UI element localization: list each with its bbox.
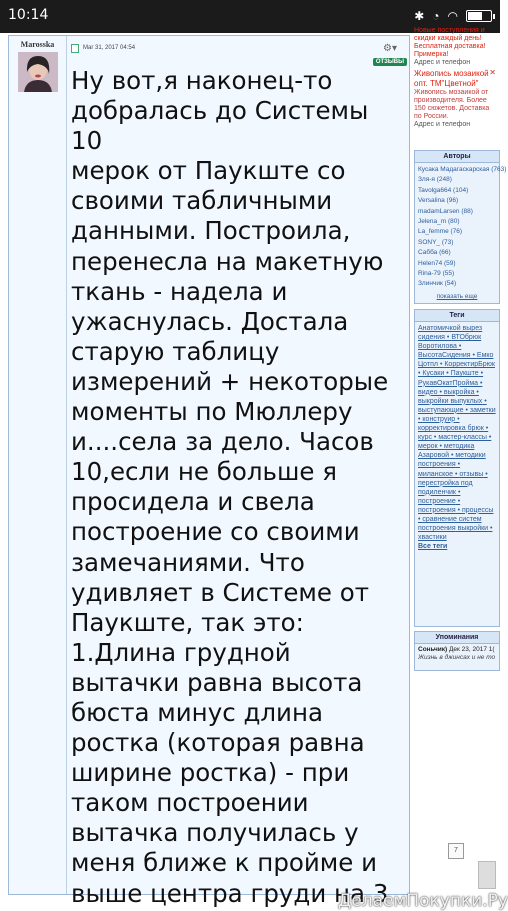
tag-badge[interactable]: ОТЗЫВЫ [373, 58, 407, 66]
tag-link[interactable]: мастер-классы [438, 434, 487, 442]
tags-box [414, 309, 500, 627]
authors-list [415, 163, 507, 304]
ad-address[interactable]: Адрес и телефон [414, 121, 471, 128]
status-icons [414, 8, 492, 24]
author-link[interactable]: Jelena_m (80) [418, 218, 460, 226]
tag-cloud: Анатомичкой вырез сидения • ВТОбрюк Воротилова • ВысотаСидения • Емко Цотпл • КорректирБрюк • Кусаки • Паукште • РукавОкатПройма • видео • выкройка • выкройки выпуклых • выступающие • заметки • конструир • корректировка брюк • курс • мастер-классы • мерок • методика Азаровой • методики построения • миланское • отзывы • перестройка под подиленчик • построение • построения • процессы • сравнение систем построения выкройки • хвастики Все теги [418, 325, 496, 551]
tag-link[interactable]: Анатомичкой вырез [418, 325, 483, 332]
document-icon [71, 44, 79, 53]
tag-link[interactable]: КорректирБрюк [444, 361, 495, 369]
box-title: Теги [415, 310, 499, 322]
author-link[interactable]: Злинчик (54) [418, 280, 457, 288]
tag-link[interactable]: конструир [422, 415, 456, 423]
tag-link[interactable]: выкройки [457, 525, 489, 533]
author-link[interactable]: SONY_ (73) [418, 238, 454, 246]
tag-link[interactable]: Емко Цотпл [418, 352, 494, 369]
close-icon[interactable]: ✕ [489, 68, 496, 77]
author-name[interactable]: Marosska [20, 40, 55, 49]
tag-link[interactable]: построение [418, 497, 456, 505]
tag-link[interactable]: построения [418, 461, 456, 469]
tag-link[interactable]: ВысотаСидения [418, 352, 471, 360]
post-header [71, 42, 405, 56]
tag-link[interactable]: Кусаки [422, 370, 445, 378]
tag-link[interactable]: сравнение систем [422, 515, 482, 523]
author-link[interactable]: Versalina (96) [418, 197, 459, 205]
post-body: Ну вот,я наконец-то добралась до Системы 10 мерок от Паукште со своими табличными данными. Построила, перенесла на макетную ткань - надела и ужаснулась. Достала старую таблицу измерений + некоторые моменты по Мюллеру и....села за дело. Часов 10,если не больше я просидела и свела построение со своими замечаниями. Что удивляет в Системе от Паукште, так это: 1.Длина грудной вытачки равна высота бюста минус длина ростка (которая равна ширине ростка) - при таком построении вытачка получилась у меня ближе к пройме и выше центра груди на 3 [71, 66, 389, 908]
author-link[interactable]: Зля-я (248) [418, 176, 452, 184]
tag-link[interactable]: методики [455, 452, 486, 460]
tag-link[interactable]: Паукште [450, 370, 479, 378]
box-title: Упоминания [415, 632, 499, 644]
mentions-box [414, 631, 500, 671]
tag-link[interactable]: брюк [467, 425, 484, 433]
author-link[interactable]: Сабба (66) [418, 249, 451, 257]
ad-address[interactable]: Адрес и телефон [414, 59, 471, 66]
tag-link[interactable]: выступающие [418, 406, 464, 414]
clock: 10:14 [8, 7, 49, 23]
tag-link[interactable]: сидения [418, 334, 445, 342]
tag-link[interactable]: методика [443, 443, 475, 451]
tag-link[interactable]: корректировка [418, 425, 466, 433]
author-link[interactable]: Кусака Мадагаскарская (763) [418, 166, 507, 173]
tag-link[interactable]: РукавОкатПройма [418, 379, 479, 387]
tag-link[interactable]: выкройки [418, 397, 449, 405]
authors-box [414, 150, 507, 304]
tag-link[interactable]: выпуклых [450, 397, 483, 405]
bluetooth-icon: ✱ [414, 9, 425, 23]
alarm-icon: ◔ [432, 9, 440, 23]
show-more-link[interactable]: показать еще [436, 292, 478, 300]
tag-link[interactable]: заметки [469, 406, 496, 414]
tag-link[interactable]: ВТОбрюк [451, 334, 482, 342]
forum-post [8, 35, 410, 908]
scroll-to-top-button[interactable] [478, 861, 496, 889]
tag-link[interactable]: построения [418, 525, 456, 533]
tag-link[interactable]: построения [418, 506, 456, 514]
author-link[interactable]: Helen74 (59) [418, 259, 456, 267]
tag-link[interactable]: подиленчик [418, 488, 456, 496]
ad-title[interactable]: Новые поступления и скидки каждый день! Бесплатная доставка! Примерка! [414, 27, 486, 58]
tag-link[interactable]: мерок [418, 443, 438, 451]
box-title: Авторы [415, 151, 499, 163]
watermark: ДелаемПокупки.Ру [338, 891, 508, 911]
tag-link[interactable]: процессы [461, 506, 494, 514]
page [0, 27, 508, 911]
tag-link[interactable]: видео [418, 388, 438, 396]
author-column [9, 36, 67, 894]
author-link[interactable]: La_femme (76) [418, 228, 463, 236]
tag-link[interactable]: Воротилова [418, 343, 457, 351]
tag-link[interactable]: хвастики [418, 534, 447, 542]
tag-link[interactable]: курс [418, 434, 432, 442]
page-number[interactable]: 7 [448, 843, 464, 859]
tag-link[interactable]: выкройка [443, 388, 475, 396]
tag-link[interactable]: отзывы [459, 470, 484, 478]
wifi-icon: ◠ [447, 9, 458, 23]
author-link[interactable]: madamLarsen (88) [418, 207, 473, 215]
tag-link[interactable]: Азаровой [418, 452, 450, 460]
post-date: Mar 31, 2017 04:54 [83, 45, 136, 51]
sidebar [412, 27, 507, 888]
mention-text[interactable]: Жизнь в джинсах и не то [418, 654, 496, 661]
mention-author[interactable]: Соньчик) [418, 646, 448, 653]
mention-item[interactable] [415, 644, 499, 664]
ad-block[interactable] [414, 27, 498, 67]
author-link[interactable]: Rina-79 (55) [418, 270, 455, 278]
gear-icon[interactable]: ⚙▾ [383, 43, 397, 54]
ad-text: Живопись мозаикой от производителя. Более 150 сюжетов. Доставка по России. [414, 89, 490, 120]
avatar[interactable] [18, 52, 58, 92]
mention-date: Дек 23, 2017 1( [449, 646, 495, 653]
all-tags-link[interactable]: Все теги [418, 543, 448, 551]
tag-link[interactable]: перестройка под [418, 479, 473, 487]
ad-block[interactable] [414, 69, 498, 129]
battery-icon [466, 10, 492, 22]
tag-link[interactable]: миланское [418, 470, 453, 478]
ad-title[interactable]: Живопись мозаикой опт. ТМ"Цветной" [414, 69, 489, 88]
author-link[interactable]: Tavolga664 (104) [418, 186, 469, 194]
